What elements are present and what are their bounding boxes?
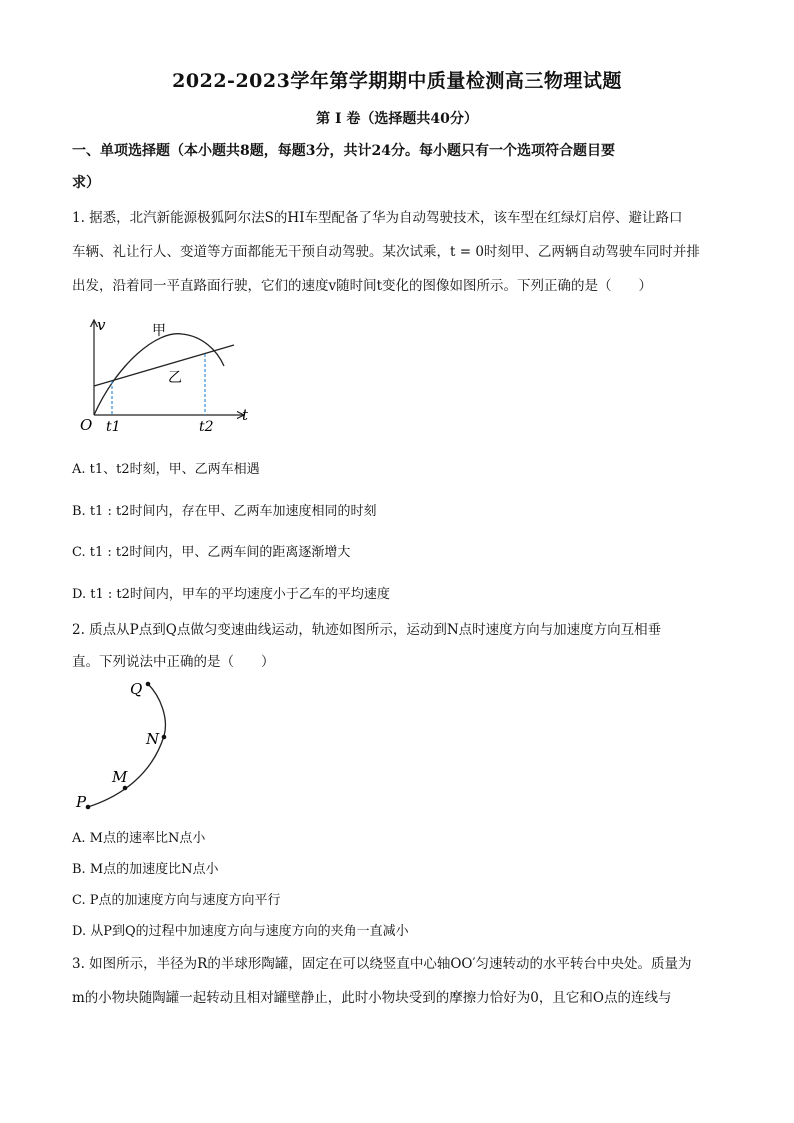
t2-label: t2 [199, 419, 214, 435]
t-axis-label: t [242, 406, 249, 424]
yi-label: 乙 [168, 370, 182, 386]
line-yi [94, 345, 234, 386]
q1-option-c: C. t1 : t2时间内，甲、乙两车间的距离逐渐增大 [72, 545, 351, 560]
section-subtitle: 第 I 卷（选择题共40分） [316, 111, 478, 127]
v-axis-label: v [97, 316, 106, 334]
label-n: N [146, 730, 160, 748]
q2-stem-line2: 直。下列说法中正确的是（ ） [72, 654, 275, 670]
q1-option-b: B. t1 : t2时间内，存在甲、乙两车加速度相同的时刻 [72, 504, 377, 519]
point-p [86, 805, 91, 810]
section-heading-line1: 一、单项选择题（本小题共8题，每题3分，共计24分。每小题只有一个选项符合题目要 [72, 143, 615, 159]
section-heading-line2: 求） [72, 175, 100, 191]
q1-stem-line2: 车辆、礼让行人、变道等方面都能无干预自动驾驶。某次试乘，t = 0时刻甲、乙两辆自动驾驶车同时并排 [72, 244, 700, 260]
q2-option-b: B. M点的加速度比N点小 [72, 862, 219, 877]
label-m: M [112, 768, 128, 786]
q2-stem-line1: 2. 质点从P点到Q点做匀变速曲线运动，轨迹如图所示，运动到N点时速度方向与加速度方向互相垂 [72, 622, 662, 638]
q1-option-a: A. t1、t2时刻，甲、乙两车相遇 [72, 462, 260, 477]
q1-stem-line3: 出发，沿着同一平直路面行驶，它们的速度v随时间t变化的图像如图所示。下列正确的是（ ） [72, 278, 653, 294]
q3-stem-line2: m的小物块随陶罐一起转动且相对罐壁静止，此时小物块受到的摩擦力恰好为0，且它和O点的连线与 [72, 990, 672, 1006]
q2-option-d: D. 从P到Q的过程中加速度方向与速度方向的夹角一直减小 [72, 924, 409, 939]
label-p: P [76, 793, 87, 811]
jia-label: 甲 [152, 323, 166, 339]
point-n [162, 735, 167, 740]
t1-label: t1 [106, 419, 121, 435]
point-m [123, 786, 128, 791]
label-q: Q [130, 680, 143, 698]
point-q [146, 682, 151, 687]
q1-option-d: D. t1 : t2时间内，甲车的平均速度小于乙车的平均速度 [72, 587, 390, 602]
origin-label: O [80, 416, 93, 434]
q2-option-a: A. M点的速率比N点小 [72, 831, 206, 846]
q1-stem-line1: 1. 据悉，北汽新能源极狐阿尔法S的HI车型配备了华为自动驾驶技术，该车型在红绿灯启停、避让路口 [72, 210, 683, 226]
q2-trajectory-figure [72, 674, 192, 814]
q1-vt-graph [72, 312, 262, 442]
q3-stem-line1: 3. 如图所示，半径为R的半球形陶罐，固定在可以绕竖直中心轴OO′匀速转动的水平转台中央处。质量为 [72, 956, 692, 972]
page-title: 2022-2023学年第学期期中质量检测高三物理试题 [172, 70, 622, 92]
q2-option-c: C. P点的加速度方向与速度方向平行 [72, 893, 281, 908]
